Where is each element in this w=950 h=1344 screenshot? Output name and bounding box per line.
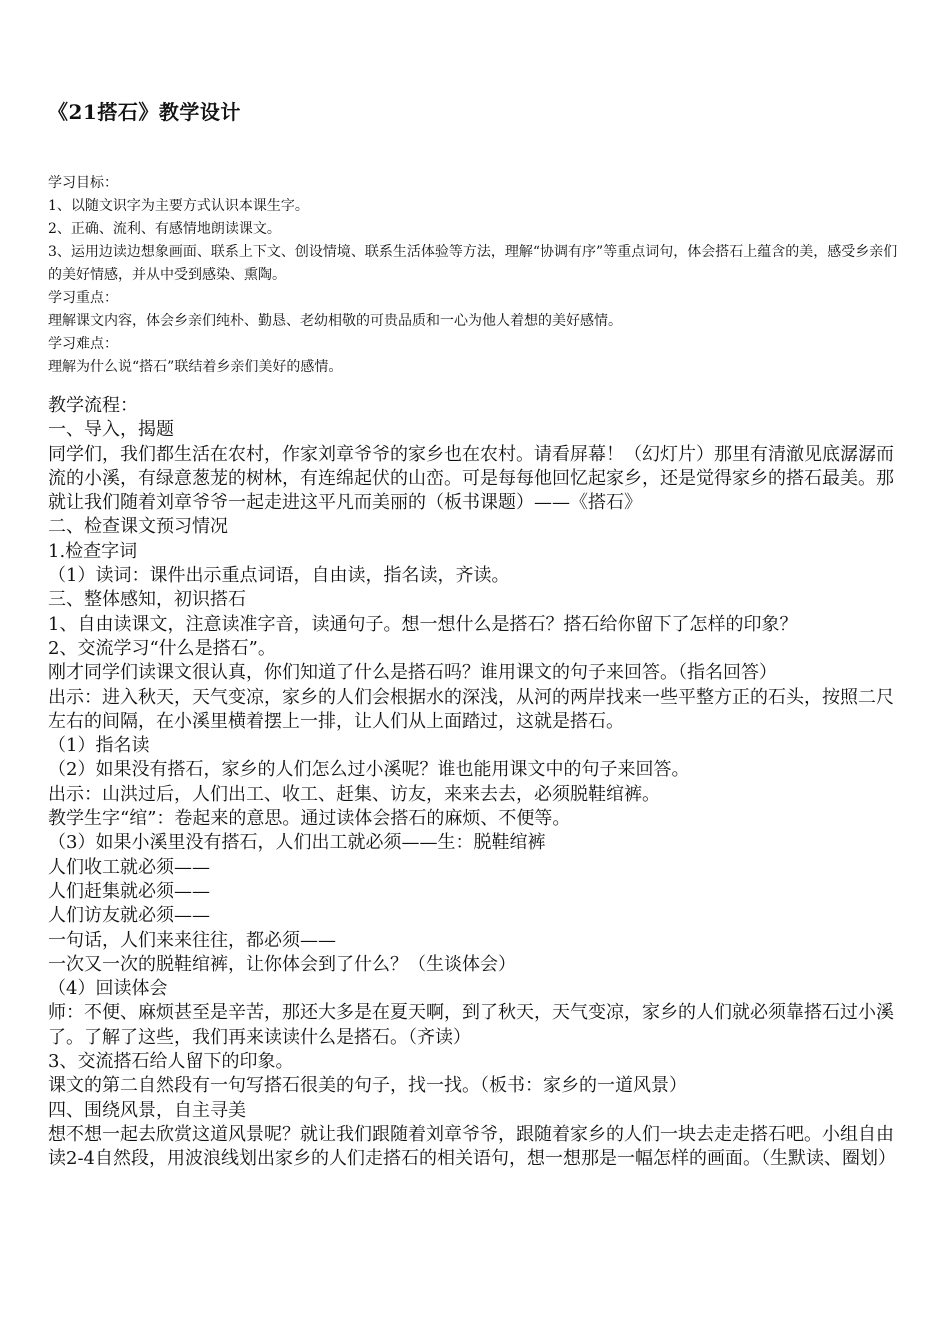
goal-item: 2、正确、流利、有感情地朗读课文。: [48, 221, 281, 237]
process-paragraph: 教学生字“绾”：卷起来的意思。通过读体会搭石的麻烦、不便等。: [48, 808, 571, 830]
process-paragraph: 人们赶集就必须——: [48, 880, 210, 902]
process-paragraph: 一次又一次的脱鞋绾裤，让你体会到了什么？（生谈体会）: [48, 953, 516, 975]
process-paragraph: 一句话，人们来来往往，都必须——: [48, 929, 336, 951]
process-paragraph: 刚才同学们读课文很认真，你们知道了什么是搭石吗？谁用课文的句子来回答。（指名回答）: [48, 662, 777, 684]
process-paragraph: （1）指名读: [48, 735, 150, 757]
difficulties-text: 理解为什么说“搭石”联结着乡亲们美好的感情。: [48, 359, 343, 375]
process-paragraph: 同学们，我们都生活在农村，作家刘章爷爷的家乡也在农村。请看屏幕！（幻灯片）那里有清澈见底潺潺而流的小溪，有绿意葱茏的树林，有连绵起伏的山峦。可是每每他回忆起家乡，还是觉得家乡的搭石最美。那就让我们随着刘章爷爷一起走进这平凡而美丽的（板书课题）——《搭石》: [48, 443, 894, 514]
process-paragraph: 出示：进入秋天，天气变凉，家乡的人们会根据水的深浅，从河的两岸找来一些平整方正的石头，按照二尺左右的间隔，在小溪里横着摆上一排，让人们从上面踏过，这就是搭石。: [48, 686, 894, 732]
process-paragraph: 二、检查课文预习情况: [48, 516, 228, 538]
process-paragraph: 一、导入，揭题: [48, 419, 174, 441]
process-paragraph: （2）如果没有搭石，家乡的人们怎么过小溪呢？谁也能用课文中的句子来回答。: [48, 759, 690, 781]
key-points-text: 理解课文内容，体会乡亲们纯朴、勤恳、老幼相敬的可贵品质和一心为他人着想的美好感情。: [48, 313, 622, 329]
process-paragraph: （3）如果小溪里没有搭石，人们出工就必须——生：脱鞋绾裤: [48, 832, 546, 854]
document-title: 《21搭石》教学设计: [48, 100, 241, 124]
process-paragraph: 1.检查字词: [48, 540, 138, 562]
process-paragraph: 出示：山洪过后，人们出工、收工、赶集、访友，来来去去，必须脱鞋绾裤。: [48, 783, 660, 805]
process-paragraph: 四、围绕风景，自主寻美: [48, 1099, 246, 1121]
goal-item: 1、以随文识字为主要方式认识本课生字。: [48, 198, 309, 214]
process-paragraph: 三、整体感知，初识搭石: [48, 589, 246, 611]
process-paragraph: 课文的第二自然段有一句写搭石很美的句子，找一找。（板书：家乡的一道风景）: [48, 1075, 687, 1097]
teaching-process-section: [48, 394, 908, 1172]
process-paragraph: （1）读词：课件出示重点词语，自由读，指名读，齐读。: [48, 565, 510, 587]
goal-item: 3、运用边读边想象画面、联系上下文、创设情境、联系生活体验等方法，理解“协调有序”等重点词句，体会搭石上蕴含的美，感受乡亲们的美好情感，并从中受到感染、熏陶。: [48, 244, 898, 283]
process-paragraph: 师：不便、麻烦甚至是辛苦，那还大多是在夏天啊，到了秋天，天气变凉，家乡的人们就必须靠搭石过小溪了。了解了这些，我们再来读读什么是搭石。（齐读）: [48, 1002, 894, 1048]
process-paragraph: （4）回读体会: [48, 978, 168, 1000]
process-paragraph: 想不想一起去欣赏这道风景呢？就让我们跟随着刘章爷爷，跟随着家乡的人们一块去走走搭石吧。小组自由读2-4自然段，用波浪线划出家乡的人们走搭石的相关语句，想一想那是一幅怎样的画面。（生默读、圈划）: [48, 1123, 896, 1170]
process-paragraph: 3、交流搭石给人留下的印象。: [48, 1051, 294, 1073]
difficulties-heading: 学习难点：: [48, 336, 118, 352]
objectives-section: [48, 172, 908, 379]
process-paragraph: 人们收工就必须——: [48, 856, 210, 878]
process-paragraph: 2、交流学习“什么是搭石”。: [48, 637, 276, 659]
goals-heading: 学习目标：: [48, 175, 118, 191]
key-points-heading: 学习重点：: [48, 290, 118, 306]
process-paragraph: 1、自由读课文，注意读准字音，读通句子。想一想什么是搭石？搭石给你留下了怎样的印象？: [48, 613, 798, 635]
process-heading: 教学流程：: [48, 395, 138, 416]
process-paragraph: 人们访友就必须——: [48, 905, 210, 927]
